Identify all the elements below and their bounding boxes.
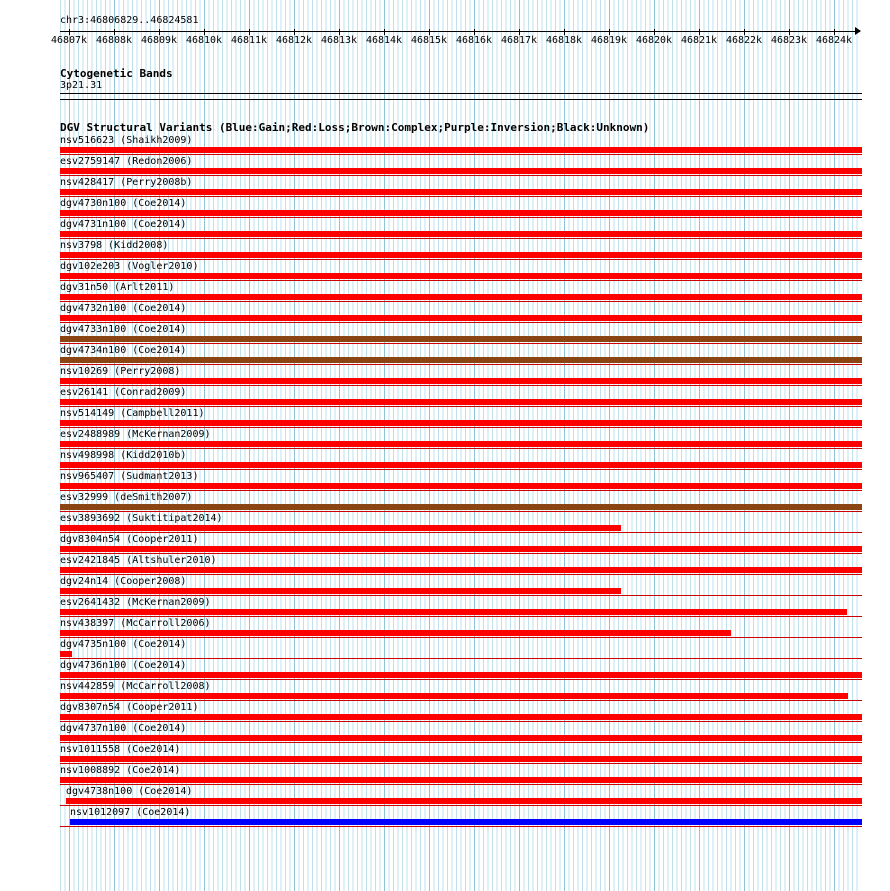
feature-bar-loss[interactable] <box>60 672 862 678</box>
ruler-tick-label: 46810k <box>185 35 223 46</box>
feature-label[interactable]: dgv4732n100 (Coe2014) <box>60 303 187 314</box>
feature-bar-loss[interactable] <box>60 525 621 531</box>
feature-label[interactable]: nsv1011558 (Coe2014) <box>60 744 181 755</box>
feature-label[interactable]: dgv4737n100 (Coe2014) <box>60 723 187 734</box>
feature-separator <box>60 154 862 155</box>
feature-separator <box>60 238 862 239</box>
feature-separator <box>60 364 862 365</box>
feature-bar-loss[interactable] <box>60 231 862 237</box>
feature-separator <box>60 175 862 176</box>
feature-label[interactable]: nsv1008892 (Coe2014) <box>60 765 181 776</box>
feature-bar-loss[interactable] <box>60 252 862 258</box>
feature-separator <box>60 448 862 449</box>
feature-label[interactable]: esv2488989 (McKernan2009) <box>60 429 211 440</box>
feature-separator <box>60 322 862 323</box>
feature-label[interactable]: dgv4730n100 (Coe2014) <box>60 198 187 209</box>
feature-bar-loss[interactable] <box>60 735 862 741</box>
ruler-line <box>60 31 860 32</box>
feature-label[interactable]: dgv4736n100 (Coe2014) <box>60 660 187 671</box>
feature-label[interactable]: esv26141 (Conrad2009) <box>60 387 187 398</box>
ruler-tick-label: 46819k <box>590 35 628 46</box>
feature-label[interactable]: dgv4734n100 (Coe2014) <box>60 345 187 356</box>
feature-separator <box>60 427 862 428</box>
feature-label[interactable]: nsv965407 (Sudmant2013) <box>60 471 199 482</box>
feature-separator <box>60 259 862 260</box>
feature-label[interactable]: dgv4731n100 (Coe2014) <box>60 219 187 230</box>
ruler-tick-label: 46818k <box>545 35 583 46</box>
feature-label[interactable]: nsv438397 (McCarroll2006) <box>60 618 211 629</box>
feature-bar-loss[interactable] <box>60 756 862 762</box>
ruler-tick-label: 46817k <box>500 35 538 46</box>
feature-label[interactable]: nsv498998 (Kidd2010b) <box>60 450 187 461</box>
feature-separator <box>60 826 862 827</box>
feature-label[interactable]: esv2759147 (Redon2006) <box>60 156 193 167</box>
ruler-tick-label: 46809k <box>140 35 178 46</box>
feature-bar-complex[interactable] <box>60 504 862 510</box>
feature-bar-loss[interactable] <box>60 378 862 384</box>
feature-separator <box>60 532 862 533</box>
feature-bar-loss[interactable] <box>60 441 862 447</box>
feature-separator <box>60 658 862 659</box>
cytoband-label: 3p21.31 <box>60 80 103 91</box>
feature-separator <box>60 574 862 575</box>
ruler-tick-label: 46816k <box>455 35 493 46</box>
ruler-tick-label: 46807k <box>50 35 88 46</box>
feature-label[interactable]: nsv516623 (Shaikh2009) <box>60 135 193 146</box>
feature-separator <box>60 406 862 407</box>
feature-bar-loss[interactable] <box>60 420 862 426</box>
feature-separator <box>60 784 862 785</box>
ruler-tick-label: 46814k <box>365 35 403 46</box>
feature-separator <box>60 301 862 302</box>
feature-label[interactable]: dgv102e203 (Vogler2010) <box>60 261 199 272</box>
feature-separator <box>60 805 862 806</box>
feature-bar-loss[interactable] <box>60 315 862 321</box>
feature-bar-loss[interactable] <box>60 651 72 657</box>
feature-separator <box>60 490 862 491</box>
feature-bar-gain[interactable] <box>70 819 862 825</box>
feature-separator <box>60 553 862 554</box>
feature-label[interactable]: dgv4733n100 (Coe2014) <box>60 324 187 335</box>
feature-label[interactable]: esv2421845 (Altshuler2010) <box>60 555 217 566</box>
feature-bar-loss[interactable] <box>60 777 862 783</box>
feature-bar-loss[interactable] <box>60 294 862 300</box>
feature-label[interactable]: nsv428417 (Perry2008b) <box>60 177 193 188</box>
feature-separator <box>60 679 862 680</box>
feature-separator <box>60 616 862 617</box>
feature-label[interactable]: nsv514149 (Campbell2011) <box>60 408 205 419</box>
feature-label[interactable]: dgv8307n54 (Cooper2011) <box>60 702 199 713</box>
ruler-tick-label: 46823k <box>770 35 808 46</box>
feature-separator <box>60 217 862 218</box>
ruler-tick-label: 46811k <box>230 35 268 46</box>
feature-separator <box>60 637 862 638</box>
feature-separator <box>60 763 862 764</box>
feature-separator <box>60 196 862 197</box>
ruler-range-label: chr3:46806829..46824581 <box>60 15 199 26</box>
feature-label[interactable]: nsv10269 (Perry2008) <box>60 366 181 377</box>
feature-bar-complex[interactable] <box>60 336 862 342</box>
feature-bar-loss[interactable] <box>60 546 862 552</box>
feature-bar-loss[interactable] <box>60 630 731 636</box>
feature-label[interactable]: esv2641432 (McKernan2009) <box>60 597 211 608</box>
ruler-arrow-right-icon <box>855 27 861 35</box>
cytoband-line-top <box>60 93 862 94</box>
feature-label[interactable]: esv3893692 (Suktitipat2014) <box>60 513 223 524</box>
ruler-tick-label: 46824k <box>815 35 853 46</box>
feature-label[interactable]: dgv31n50 (Arlt2011) <box>60 282 175 293</box>
feature-label[interactable]: nsv3798 (Kidd2008) <box>60 240 169 251</box>
feature-label[interactable]: nsv442859 (McCarroll2008) <box>60 681 211 692</box>
feature-bar-loss[interactable] <box>60 168 862 174</box>
feature-bar-loss[interactable] <box>66 798 862 804</box>
cytoband-line-bottom <box>60 99 862 100</box>
feature-bar-loss[interactable] <box>60 588 621 594</box>
ruler-tick-label: 46808k <box>95 35 133 46</box>
ruler-tick-label: 46820k <box>635 35 673 46</box>
ruler-tick-label: 46821k <box>680 35 718 46</box>
feature-bar-loss[interactable] <box>60 567 862 573</box>
cytoband-track-title: Cytogenetic Bands <box>60 67 173 80</box>
feature-bar-loss[interactable] <box>60 210 862 216</box>
feature-separator <box>60 511 862 512</box>
feature-bar-loss[interactable] <box>60 462 862 468</box>
feature-bar-complex[interactable] <box>60 357 862 363</box>
feature-bar-loss[interactable] <box>60 609 847 615</box>
feature-label[interactable]: esv32999 (deSmith2007) <box>60 492 193 503</box>
feature-label[interactable]: dgv4738n100 (Coe2014) <box>66 786 193 797</box>
ruler-tick-label: 46812k <box>275 35 313 46</box>
ruler-tick-label: 46815k <box>410 35 448 46</box>
ruler-tick-label: 46822k <box>725 35 763 46</box>
feature-separator <box>60 595 862 596</box>
ruler-tick-label: 46813k <box>320 35 358 46</box>
feature-bar-loss[interactable] <box>60 693 848 699</box>
feature-label[interactable]: dgv8304n54 (Cooper2011) <box>60 534 199 545</box>
feature-separator <box>60 343 862 344</box>
dgv-track-title: DGV Structural Variants (Blue:Gain;Red:Loss;Brown:Complex;Purple:Inversion;Black:Unknown) <box>60 121 650 134</box>
feature-separator <box>60 280 862 281</box>
feature-bar-loss[interactable] <box>60 399 862 405</box>
feature-bar-loss[interactable] <box>60 483 862 489</box>
feature-label[interactable]: dgv4735n100 (Coe2014) <box>60 639 187 650</box>
feature-separator <box>60 385 862 386</box>
feature-bar-loss[interactable] <box>60 147 862 153</box>
feature-separator <box>60 700 862 701</box>
feature-label[interactable]: nsv1012097 (Coe2014) <box>70 807 191 818</box>
feature-separator <box>60 742 862 743</box>
feature-bar-loss[interactable] <box>60 714 862 720</box>
feature-label[interactable]: dgv24n14 (Cooper2008) <box>60 576 187 587</box>
feature-bar-loss[interactable] <box>60 273 862 279</box>
feature-bar-loss[interactable] <box>60 189 862 195</box>
feature-separator <box>60 721 862 722</box>
feature-separator <box>60 469 862 470</box>
